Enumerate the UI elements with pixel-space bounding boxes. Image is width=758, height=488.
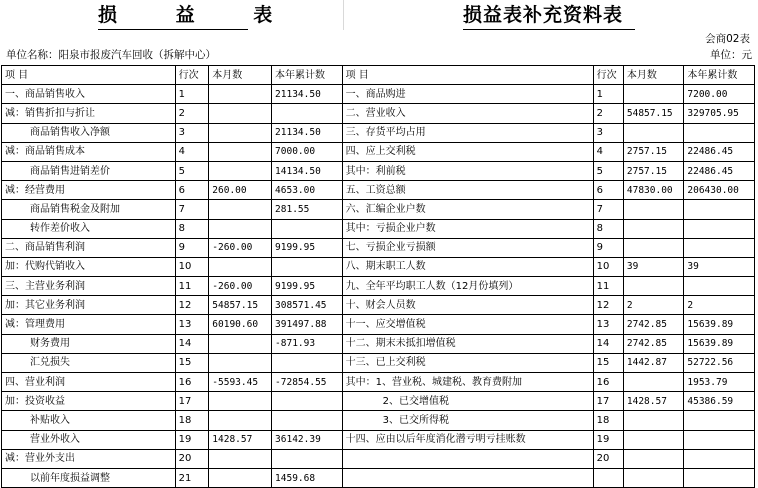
right-ytd-amount-cell: 2 [684,296,755,315]
header-cell: 项 目 [2,66,176,85]
left-line-number-cell: 15 [175,353,209,372]
right-ytd-amount-cell: 45386.59 [684,392,755,411]
right-line-number-cell: 20 [593,449,623,468]
left-item-name-cell: 减：商品销售成本 [2,142,176,161]
right-line-number-cell: 4 [593,142,623,161]
left-item-name-cell: 商品销售税金及附加 [2,200,176,219]
title-underline [98,29,248,30]
left-ytd-amount-cell [272,411,343,430]
right-item-name-cell: 六、汇编企业户数 [342,200,593,219]
right-ytd-amount-cell [684,219,755,238]
left-month-amount-cell: -5593.45 [209,373,272,392]
table-row [2,353,755,372]
right-line-number-cell: 19 [593,430,623,449]
left-line-number-cell: 20 [175,449,209,468]
right-item-name-cell: 十三、已上交利税 [342,353,593,372]
left-line-number-cell: 2 [175,104,209,123]
left-item-name-cell: 减：营业外支出 [2,449,176,468]
left-month-amount-cell: -260.00 [209,238,272,257]
left-item-name-cell: 减：销售折扣与折让 [2,104,176,123]
right-month-amount-cell [623,468,684,487]
left-ytd-amount-cell: 4653.00 [272,181,343,200]
right-line-number-cell: 1 [593,85,623,104]
table-row [2,315,755,334]
table-row [2,449,755,468]
left-line-number-cell: 4 [175,142,209,161]
right-line-number-cell: 9 [593,238,623,257]
left-month-amount-cell [209,104,272,123]
right-item-name-cell: 十、财会人员数 [342,296,593,315]
title-divider [343,0,344,30]
table-row [2,238,755,257]
left-item-name-cell: 转作差价收入 [2,219,176,238]
left-ytd-amount-cell: 391497.88 [272,315,343,334]
left-ytd-amount-cell: 1459.68 [272,468,343,487]
left-item-name-cell: 加：投资收益 [2,392,176,411]
left-line-number-cell: 8 [175,219,209,238]
right-item-name-cell: 七、亏损企业亏损额 [342,238,593,257]
right-item-name-cell: 其中：亏损企业户数 [342,219,593,238]
left-line-number-cell: 17 [175,392,209,411]
left-month-amount-cell [209,257,272,276]
left-month-amount-cell [209,353,272,372]
left-line-number-cell: 3 [175,123,209,142]
right-line-number-cell [593,468,623,487]
right-line-number-cell: 11 [593,277,623,296]
left-month-amount-cell [209,411,272,430]
left-line-number-cell: 1 [175,85,209,104]
table-row [2,200,755,219]
left-ytd-amount-cell [272,353,343,372]
left-month-amount-cell: 260.00 [209,181,272,200]
table-row [2,219,755,238]
right-month-amount-cell: 2742.85 [623,315,684,334]
left-ytd-amount-cell: 21134.50 [272,85,343,104]
right-line-number-cell: 3 [593,123,623,142]
right-ytd-amount-cell: 329705.95 [684,104,755,123]
left-line-number-cell: 13 [175,315,209,334]
right-month-amount-cell: 2 [623,296,684,315]
right-ytd-amount-cell: 22486.45 [684,142,755,161]
right-month-amount-cell [623,449,684,468]
table-row [2,277,755,296]
left-line-number-cell: 16 [175,373,209,392]
right-month-amount-cell: 39 [623,257,684,276]
right-item-name-cell: 十四、应由以后年度消化潜亏明亏挂账数 [342,430,593,449]
left-item-name-cell: 加：其它业务利润 [2,296,176,315]
left-line-number-cell: 11 [175,277,209,296]
right-month-amount-cell: 47830.00 [623,181,684,200]
right-line-number-cell: 5 [593,161,623,180]
table-row [2,181,755,200]
right-month-amount-cell [623,200,684,219]
left-item-name-cell: 商品销售进销差价 [2,161,176,180]
table-row [2,392,755,411]
right-line-number-cell: 7 [593,200,623,219]
table-row [2,411,755,430]
left-line-number-cell: 12 [175,296,209,315]
right-line-number-cell: 13 [593,315,623,334]
right-item-name-cell: 二、营业收入 [342,104,593,123]
right-month-amount-cell [623,430,684,449]
right-ytd-amount-cell: 7200.00 [684,85,755,104]
right-month-amount-cell: 2742.85 [623,334,684,353]
left-line-number-cell: 19 [175,430,209,449]
left-item-name-cell: 补贴收入 [2,411,176,430]
right-item-name-cell [342,449,593,468]
right-ytd-amount-cell [684,123,755,142]
right-ytd-amount-cell [684,411,755,430]
table-row [2,468,755,487]
income-statement-title: 损 益 表 [98,2,298,28]
left-month-amount-cell: 54857.15 [209,296,272,315]
right-item-name-cell: 十一、应交增值税 [342,315,593,334]
left-ytd-amount-cell: 14134.50 [272,161,343,180]
left-month-amount-cell [209,85,272,104]
right-month-amount-cell: 2757.15 [623,142,684,161]
table-row [2,123,755,142]
left-item-name-cell: 财务费用 [2,334,176,353]
left-item-name-cell: 加：代购代销收入 [2,257,176,276]
right-ytd-amount-cell [684,277,755,296]
right-item-name-cell: 一、商品购进 [342,85,593,104]
table-row [2,104,755,123]
right-month-amount-cell: 54857.15 [623,104,684,123]
right-line-number-cell: 2 [593,104,623,123]
right-ytd-amount-cell: 1953.79 [684,373,755,392]
header-cell: 本年累计数 [272,66,343,85]
left-month-amount-cell: 60190.60 [209,315,272,334]
table-row [2,257,755,276]
header-cell: 本月数 [623,66,684,85]
right-month-amount-cell [623,85,684,104]
form-code: 会商02表 [705,33,750,45]
right-item-name-cell: 2、已交增值税 [342,392,593,411]
right-item-name-cell: 3、已交所得税 [342,411,593,430]
header-cell: 行次 [175,66,209,85]
left-item-name-cell: 减：管理费用 [2,315,176,334]
left-month-amount-cell [209,392,272,411]
right-month-amount-cell [623,277,684,296]
right-ytd-amount-cell: 15639.89 [684,315,755,334]
left-ytd-amount-cell [272,449,343,468]
right-line-number-cell: 16 [593,373,623,392]
right-month-amount-cell: 2757.15 [623,161,684,180]
right-month-amount-cell [623,238,684,257]
left-ytd-amount-cell: 9199.95 [272,277,343,296]
header-row [2,66,755,85]
table-row [2,85,755,104]
supplement-title: 损益表补充资料表 [463,2,623,28]
left-ytd-amount-cell: -871.93 [272,334,343,353]
left-month-amount-cell [209,449,272,468]
right-line-number-cell: 6 [593,181,623,200]
right-ytd-amount-cell [684,200,755,219]
left-month-amount-cell [209,334,272,353]
right-line-number-cell: 8 [593,219,623,238]
right-month-amount-cell: 1442.87 [623,353,684,372]
left-month-amount-cell [209,468,272,487]
unit-name: 单位名称：阳泉市报废汽车回收（拆解中心） [6,49,216,61]
left-month-amount-cell: -260.00 [209,277,272,296]
right-item-name-cell: 三、存货平均占用 [342,123,593,142]
left-ytd-amount-cell: 21134.50 [272,123,343,142]
right-item-name-cell: 十二、期末未抵扣增值税 [342,334,593,353]
left-item-name-cell: 减：经营费用 [2,181,176,200]
header-cell: 行次 [593,66,623,85]
right-line-number-cell: 18 [593,411,623,430]
left-ytd-amount-cell [272,219,343,238]
table-row [2,296,755,315]
left-ytd-amount-cell: -72854.55 [272,373,343,392]
header-cell: 本年累计数 [684,66,755,85]
right-month-amount-cell [623,373,684,392]
right-month-amount-cell [623,219,684,238]
left-item-name-cell: 商品销售收入净额 [2,123,176,142]
left-item-name-cell: 四、营业利润 [2,373,176,392]
left-line-number-cell: 14 [175,334,209,353]
left-month-amount-cell: 1428.57 [209,430,272,449]
left-line-number-cell: 21 [175,468,209,487]
left-item-name-cell: 以前年度损益调整 [2,468,176,487]
right-month-amount-cell [623,411,684,430]
left-item-name-cell: 汇兑损失 [2,353,176,372]
left-month-amount-cell [209,123,272,142]
left-ytd-amount-cell: 7000.00 [272,142,343,161]
right-line-number-cell: 10 [593,257,623,276]
right-ytd-amount-cell [684,238,755,257]
unit-label: 单位：元 [710,49,752,61]
right-month-amount-cell [623,123,684,142]
left-line-number-cell: 10 [175,257,209,276]
left-ytd-amount-cell: 308571.45 [272,296,343,315]
header-cell: 本月数 [209,66,272,85]
table-row [2,161,755,180]
left-month-amount-cell [209,219,272,238]
right-ytd-amount-cell: 206430.00 [684,181,755,200]
right-item-name-cell: 四、应上交利税 [342,142,593,161]
right-item-name-cell: 九、全年平均职工人数（12月份填列） [342,277,593,296]
left-ytd-amount-cell [272,392,343,411]
left-ytd-amount-cell: 9199.95 [272,238,343,257]
right-ytd-amount-cell: 39 [684,257,755,276]
right-ytd-amount-cell: 15639.89 [684,334,755,353]
right-line-number-cell: 12 [593,296,623,315]
right-ytd-amount-cell: 52722.56 [684,353,755,372]
header-cell: 项 目 [342,66,593,85]
right-line-number-cell: 15 [593,353,623,372]
left-item-name-cell: 一、商品销售收入 [2,85,176,104]
left-month-amount-cell [209,142,272,161]
right-item-name-cell: 五、工资总额 [342,181,593,200]
left-item-name-cell: 三、主营业务利润 [2,277,176,296]
left-ytd-amount-cell [272,104,343,123]
table-row [2,430,755,449]
left-line-number-cell: 9 [175,238,209,257]
table-row [2,373,755,392]
right-ytd-amount-cell [684,468,755,487]
statement-table [1,65,755,488]
right-ytd-amount-cell: 22486.45 [684,161,755,180]
title-underline [463,29,635,30]
left-ytd-amount-cell: 281.55 [272,200,343,219]
right-item-name-cell: 八、期末职工人数 [342,257,593,276]
left-item-name-cell: 营业外收入 [2,430,176,449]
left-month-amount-cell [209,200,272,219]
left-line-number-cell: 18 [175,411,209,430]
right-month-amount-cell: 1428.57 [623,392,684,411]
right-item-name-cell: 其中：利前税 [342,161,593,180]
left-line-number-cell: 7 [175,200,209,219]
left-month-amount-cell [209,161,272,180]
table-row [2,334,755,353]
left-line-number-cell: 6 [175,181,209,200]
table-row [2,142,755,161]
right-line-number-cell: 14 [593,334,623,353]
right-item-name-cell: 其中：1、营业税、城建税、教育费附加 [342,373,593,392]
left-line-number-cell: 5 [175,161,209,180]
right-ytd-amount-cell [684,449,755,468]
right-line-number-cell: 17 [593,392,623,411]
left-ytd-amount-cell: 36142.39 [272,430,343,449]
left-item-name-cell: 二、商品销售利润 [2,238,176,257]
left-ytd-amount-cell [272,257,343,276]
right-ytd-amount-cell [684,430,755,449]
right-item-name-cell [342,468,593,487]
